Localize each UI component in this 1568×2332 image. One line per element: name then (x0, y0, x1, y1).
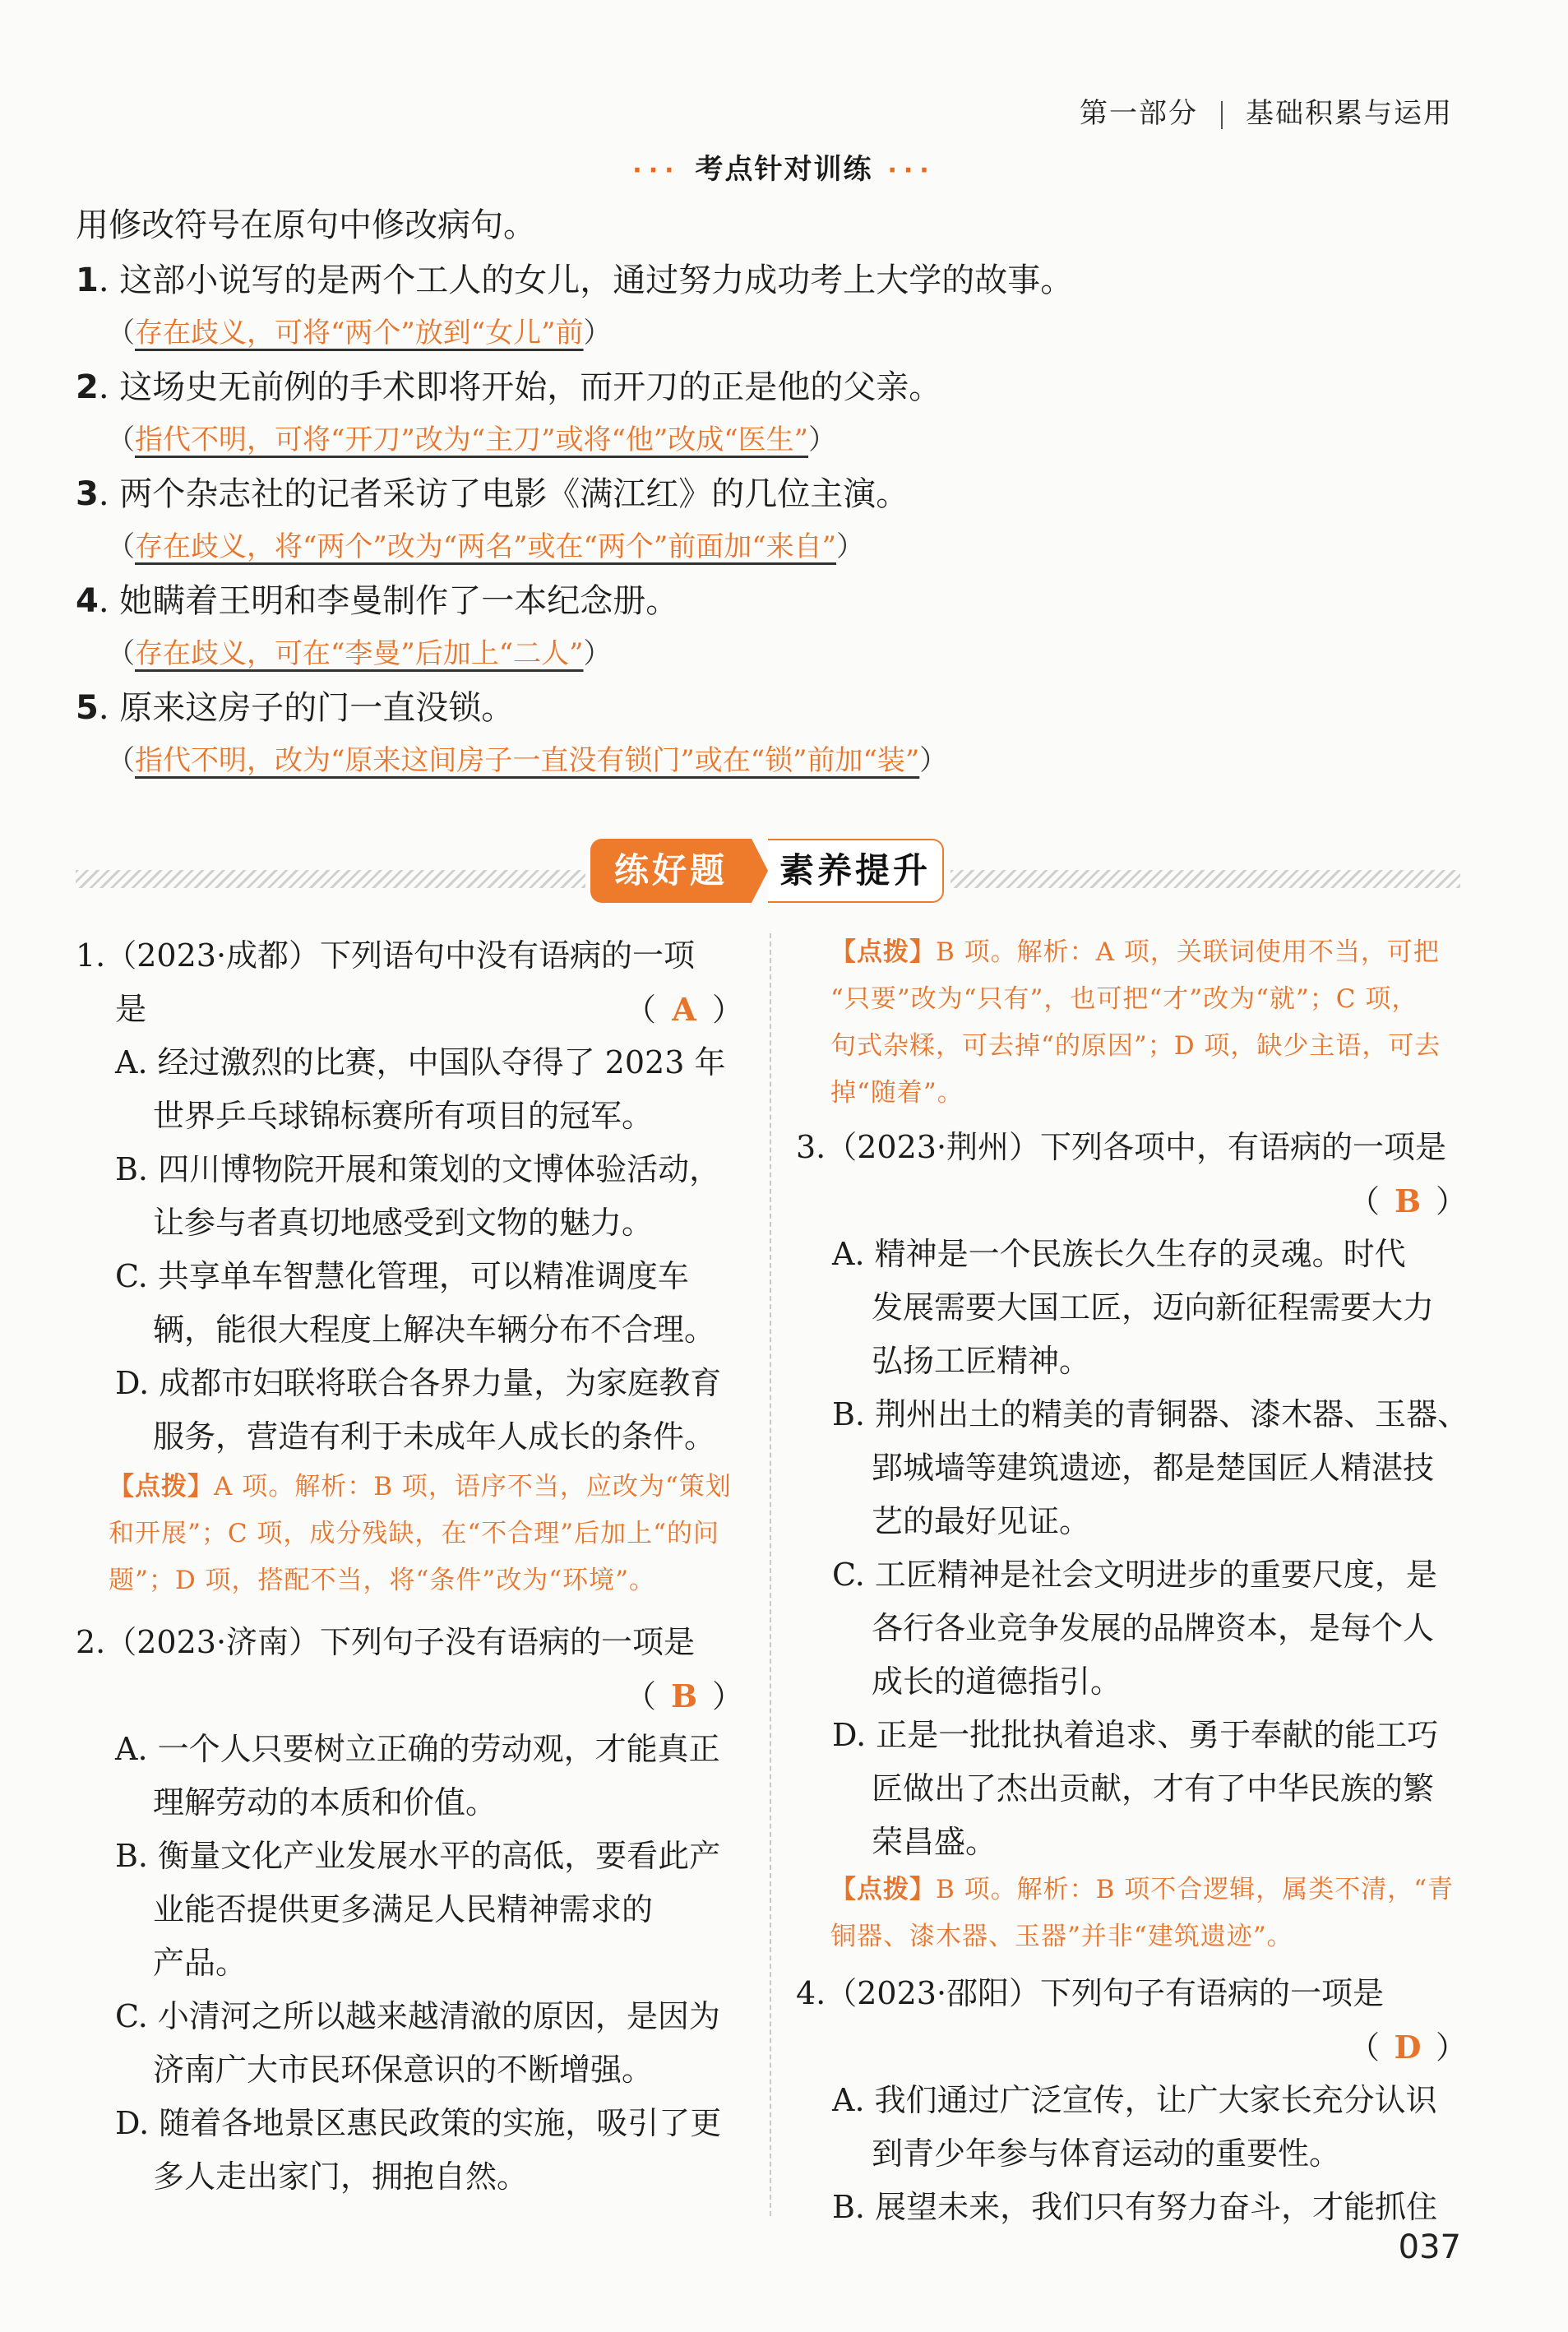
q3-option-a-cont-2: 弘扬工匠精神。 (872, 1343, 1091, 1379)
q3-option-a: A. 精神是一个民族长久生存的灵魂。时代 (832, 1236, 1406, 1272)
q3-option-d-cont: 匠做出了杰出贡献，才有了中华民族的繁 (872, 1770, 1435, 1807)
q1-tip-line-1: 【点拨】A 项。解析：B 项，语序不当，应改为“策划 (109, 1472, 732, 1501)
intro-instruction: 用修改符号在原句中修改病句。 (76, 206, 536, 244)
title-dots-right: ··· (887, 156, 936, 185)
q2-option-a: A. 一个人只要树立正确的劳动观，才能真正 (115, 1731, 720, 1767)
q3-option-b-cont: 郢城墙等建筑遗迹，都是楚国匠人精湛技 (872, 1450, 1435, 1486)
top-item-4: 4. 她瞒着王明和李曼制作了一本纪念册。 (76, 582, 679, 620)
q1-option-b: B. 四川博物院开展和策划的文博体验活动， (115, 1151, 721, 1187)
top-item-1: 1. 这部小说写的是两个工人的女儿，通过努力成功考上大学的故事。 (76, 261, 1074, 299)
header-part: 第一部分 (1080, 97, 1198, 130)
q3-option-d: D. 正是一批批执着追求、勇于奉献的能工巧 (832, 1717, 1439, 1753)
q1-option-d-cont: 服务，营造有利于未成年人成长的条件。 (153, 1418, 716, 1455)
question-1-line-1: 1.（2023·成都）下列语句中没有语病的一项 (76, 937, 696, 974)
answer-q2: B (670, 1677, 698, 1714)
top-answer-5: （指代不明，改为“原来这间房子一直没有锁门”或在“锁”前加“装”） (107, 744, 948, 777)
q2-tip-line-3: 句式杂糅，可去掉“的原因”；D 项，缺少主语，可去 (830, 1031, 1441, 1061)
q1-tip-line-3: 题”；D 项，搭配不当，将“条件”改为“环境”。 (109, 1566, 655, 1595)
q4-option-a-cont: 到青少年参与体育运动的重要性。 (872, 2135, 1341, 2172)
top-answer-1: （存在歧义，可将“两个”放到“女儿”前） (107, 317, 612, 349)
q2-option-a-cont: 理解劳动的本质和价值。 (153, 1784, 497, 1821)
q1-option-c: C. 共享单车智慧化管理，可以精准调度车 (115, 1258, 689, 1294)
header-divider (1221, 101, 1223, 129)
question-2-line-1: 2.（2023·济南）下列句子没有语病的一项是 (76, 1624, 696, 1660)
q3-option-b: B. 荆州出土的精美的青铜器、漆木器、玉器、 (832, 1396, 1469, 1432)
answer-paren-q3: （ B ） (1348, 1174, 1467, 1228)
banner-left-label: 练好题 (590, 839, 752, 903)
banner-arrow (752, 839, 768, 903)
q2-option-c: C. 小清河之所以越来越清澈的原因，是因为 (115, 1998, 720, 2034)
top-answer-2: （指代不明，可将“开刀”改为“主刀”或将“他”改成“医生”） (107, 423, 837, 456)
q1-option-a: A. 经过激烈的比赛，中国队夺得了 2023 年 (115, 1044, 726, 1080)
q1-option-b-cont: 让参与者真切地感受到文物的魅力。 (153, 1205, 654, 1241)
q2-option-d: D. 随着各地景区惠民政策的实施，吸引了更 (115, 2105, 722, 2141)
top-answer-4: （存在歧义，可在“李曼”后加上“二人”） (107, 637, 612, 670)
top-item-3: 3. 两个杂志社的记者采访了电影《满江红》的几位主演。 (76, 475, 909, 513)
banner-right-label: 素养提升 (768, 839, 944, 903)
q2-option-d-cont: 多人走出家门，拥抱自然。 (153, 2158, 529, 2195)
section-banner (590, 839, 944, 903)
title-dots-left: ··· (632, 156, 681, 185)
section-title-text: 考点针对训练 (695, 153, 873, 186)
banner-stripes-right (951, 870, 1460, 888)
answer-q4: D (1394, 2029, 1422, 2066)
answer-q3: B (1394, 1182, 1422, 1219)
question-4-line-1: 4.（2023·邵阳）下列句子有语病的一项是 (796, 1975, 1385, 2011)
top-item-2: 2. 这场史无前例的手术即将开始，而开刀的正是他的父亲。 (76, 368, 942, 406)
q2-tip-line-4: 掉“随着”。 (830, 1078, 964, 1108)
q2-tip-line-2: “只要”改为“只有”，也可把“才”改为“就”；C 项， (830, 984, 1418, 1014)
q1-option-d: D. 成都市妇联将联合各界力量，为家庭教育 (115, 1365, 722, 1401)
answer-paren-q4: （ D ） (1348, 2020, 1467, 2075)
q2-tip-line-1: 【点拨】B 项。解析：A 项，关联词使用不当，可把 (830, 937, 1440, 967)
banner-stripes-left (76, 870, 585, 888)
q2-option-b-cont: 业能否提供更多满足人民精神需求的 (153, 1891, 654, 1927)
top-item-5: 5. 原来这房子的门一直没锁。 (76, 689, 515, 727)
answer-q1: A (672, 991, 696, 1028)
section-title (0, 146, 1568, 187)
q4-option-b: B. 展望未来，我们只有努力奋斗，才能抓住 (832, 2189, 1438, 2225)
q3-tip-line-1: 【点拨】B 项。解析：B 项不合逻辑，属类不清，“青 (830, 1875, 1455, 1904)
question-3-line-1: 3.（2023·荆州）下列各项中，有语病的一项是 (796, 1129, 1447, 1165)
q3-tip-line-2: 铜器、漆木器、玉器”并非“建筑遗迹”。 (830, 1922, 1293, 1951)
question-1-line-2: 是 (115, 991, 147, 1027)
q3-option-d-cont-2: 荣昌盛。 (872, 1824, 997, 1860)
q2-option-c-cont: 济南广大市民环保意识的不断增强。 (153, 2052, 654, 2088)
answer-paren-q1: （ A ） (625, 983, 743, 1037)
page-header (1080, 90, 1453, 131)
q1-tip-line-2: 和开展”；C 项，成分残缺，在“不合理”后加上“的问 (109, 1519, 719, 1548)
q3-option-a-cont: 发展需要大国工匠，迈向新征程需要大力 (872, 1289, 1435, 1326)
column-divider (770, 933, 771, 2216)
q1-option-a-cont: 世界乒乓球锦标赛所有项目的冠军。 (153, 1098, 654, 1134)
top-answer-3: （存在歧义，将“两个”改为“两名”或在“两个”前面加“来自”） (107, 530, 865, 563)
q3-option-b-cont-2: 艺的最好见证。 (872, 1503, 1091, 1539)
q3-option-c: C. 工匠精神是社会文明进步的重要尺度，是 (832, 1557, 1437, 1593)
page-number: 037 (1398, 2228, 1461, 2266)
q3-option-c-cont-2: 成长的道德指引。 (872, 1663, 1122, 1700)
answer-paren-q2: （ B ） (625, 1669, 743, 1724)
q2-option-b-cont-2: 产品。 (153, 1945, 247, 1981)
q2-option-b: B. 衡量文化产业发展水平的高低，要看此产 (115, 1838, 721, 1874)
header-section: 基础积累与运用 (1246, 97, 1453, 130)
q1-option-c-cont: 辆，能很大程度上解决车辆分布不合理。 (153, 1312, 716, 1348)
q4-option-a: A. 我们通过广泛宣传，让广大家长充分认识 (832, 2082, 1437, 2118)
q3-option-c-cont: 各行各业竞争发展的品牌资本，是每个人 (872, 1610, 1435, 1646)
